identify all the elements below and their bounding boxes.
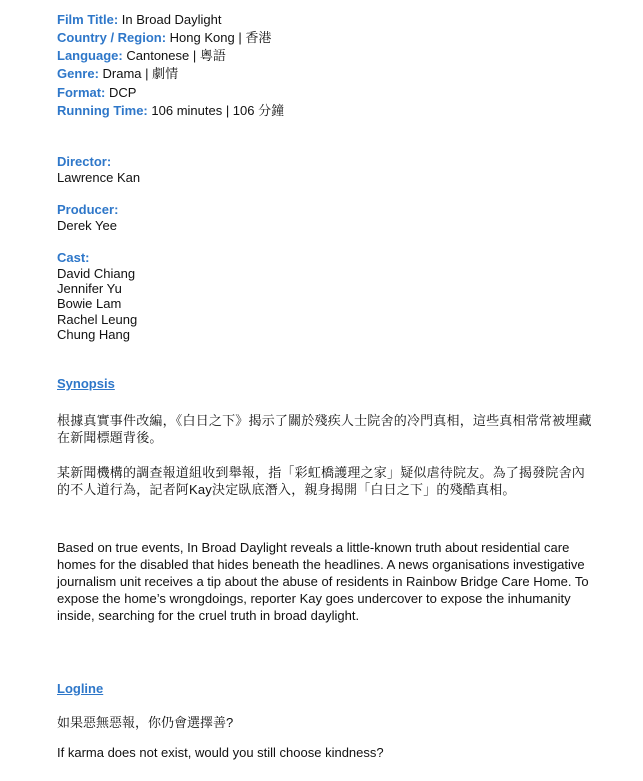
running-time-row <box>57 102 284 120</box>
logline-zh: 如果惡無惡報，你仍會選擇善? <box>57 715 234 730</box>
genre-row <box>57 65 178 83</box>
producer-value: Derek Yee <box>57 218 117 233</box>
synopsis-zh-paragraph-1: 根據真實事件改編，《白日之下》揭示了關於殘疾人士院舍的冷門真相，這些真相常常被埋藏在新聞標題背後。 <box>57 413 592 445</box>
language-label: Language: <box>57 48 123 63</box>
producer-label: Producer: <box>57 202 119 217</box>
logline-heading[interactable]: Logline <box>57 681 104 696</box>
genre-value: Drama | 劇情 <box>102 66 179 81</box>
format-row <box>57 84 136 102</box>
synopsis-zh-paragraph-2: 某新聞機構的調查報道組收到舉報，指「彩虹橋護理之家」疑似虐待院友。為了揭發院舍內的不人道行為，記者阿Kay決定臥底潛入，親身揭開「白日之下」的殘酷真相。 <box>57 465 586 497</box>
cast-member: David Chiang <box>57 266 136 281</box>
genre-label: Genre: <box>57 66 99 81</box>
cast-member: Chung Hang <box>57 327 130 342</box>
logline-en: If karma does not exist, would you still choose kindness? <box>57 745 384 760</box>
running-time-label: Running Time: <box>57 103 148 118</box>
format-label: Format: <box>57 85 106 100</box>
film-title-value: In Broad Daylight <box>121 12 222 27</box>
cast-member: Jennifer Yu <box>57 281 122 296</box>
language-value: Cantonese | 粵語 <box>126 48 226 63</box>
country-row <box>57 29 271 47</box>
format-value: DCP <box>109 85 137 100</box>
film-title-label: Film Title: <box>57 12 119 27</box>
country-value: Hong Kong | 香港 <box>169 30 272 45</box>
film-title-row <box>57 11 222 29</box>
running-time-value: 106 minutes | 106 分鐘 <box>151 103 285 118</box>
language-row <box>57 47 226 65</box>
cast-member: Bowie Lam <box>57 296 122 311</box>
synopsis-heading[interactable]: Synopsis <box>57 376 115 391</box>
director-label: Director: <box>57 154 112 169</box>
synopsis-en-paragraph: Based on true events, In Broad Daylight reveals a little-known truth about residential care homes for the disabled that hides beneath the headlines. A news organisations investigative journalism unit receives a tip about the abuse of residents in Rainbow Bridge Care Home. To expose the home’s wrongdoings, reporter Kay goes undercover to expose the inhumanity inside, searching for the cruel truth in broad daylight. <box>57 540 589 623</box>
cast-label: Cast: <box>57 250 90 265</box>
director-value: Lawrence Kan <box>57 170 141 185</box>
country-label: Country / Region: <box>57 30 167 45</box>
cast-member: Rachel Leung <box>57 312 138 327</box>
